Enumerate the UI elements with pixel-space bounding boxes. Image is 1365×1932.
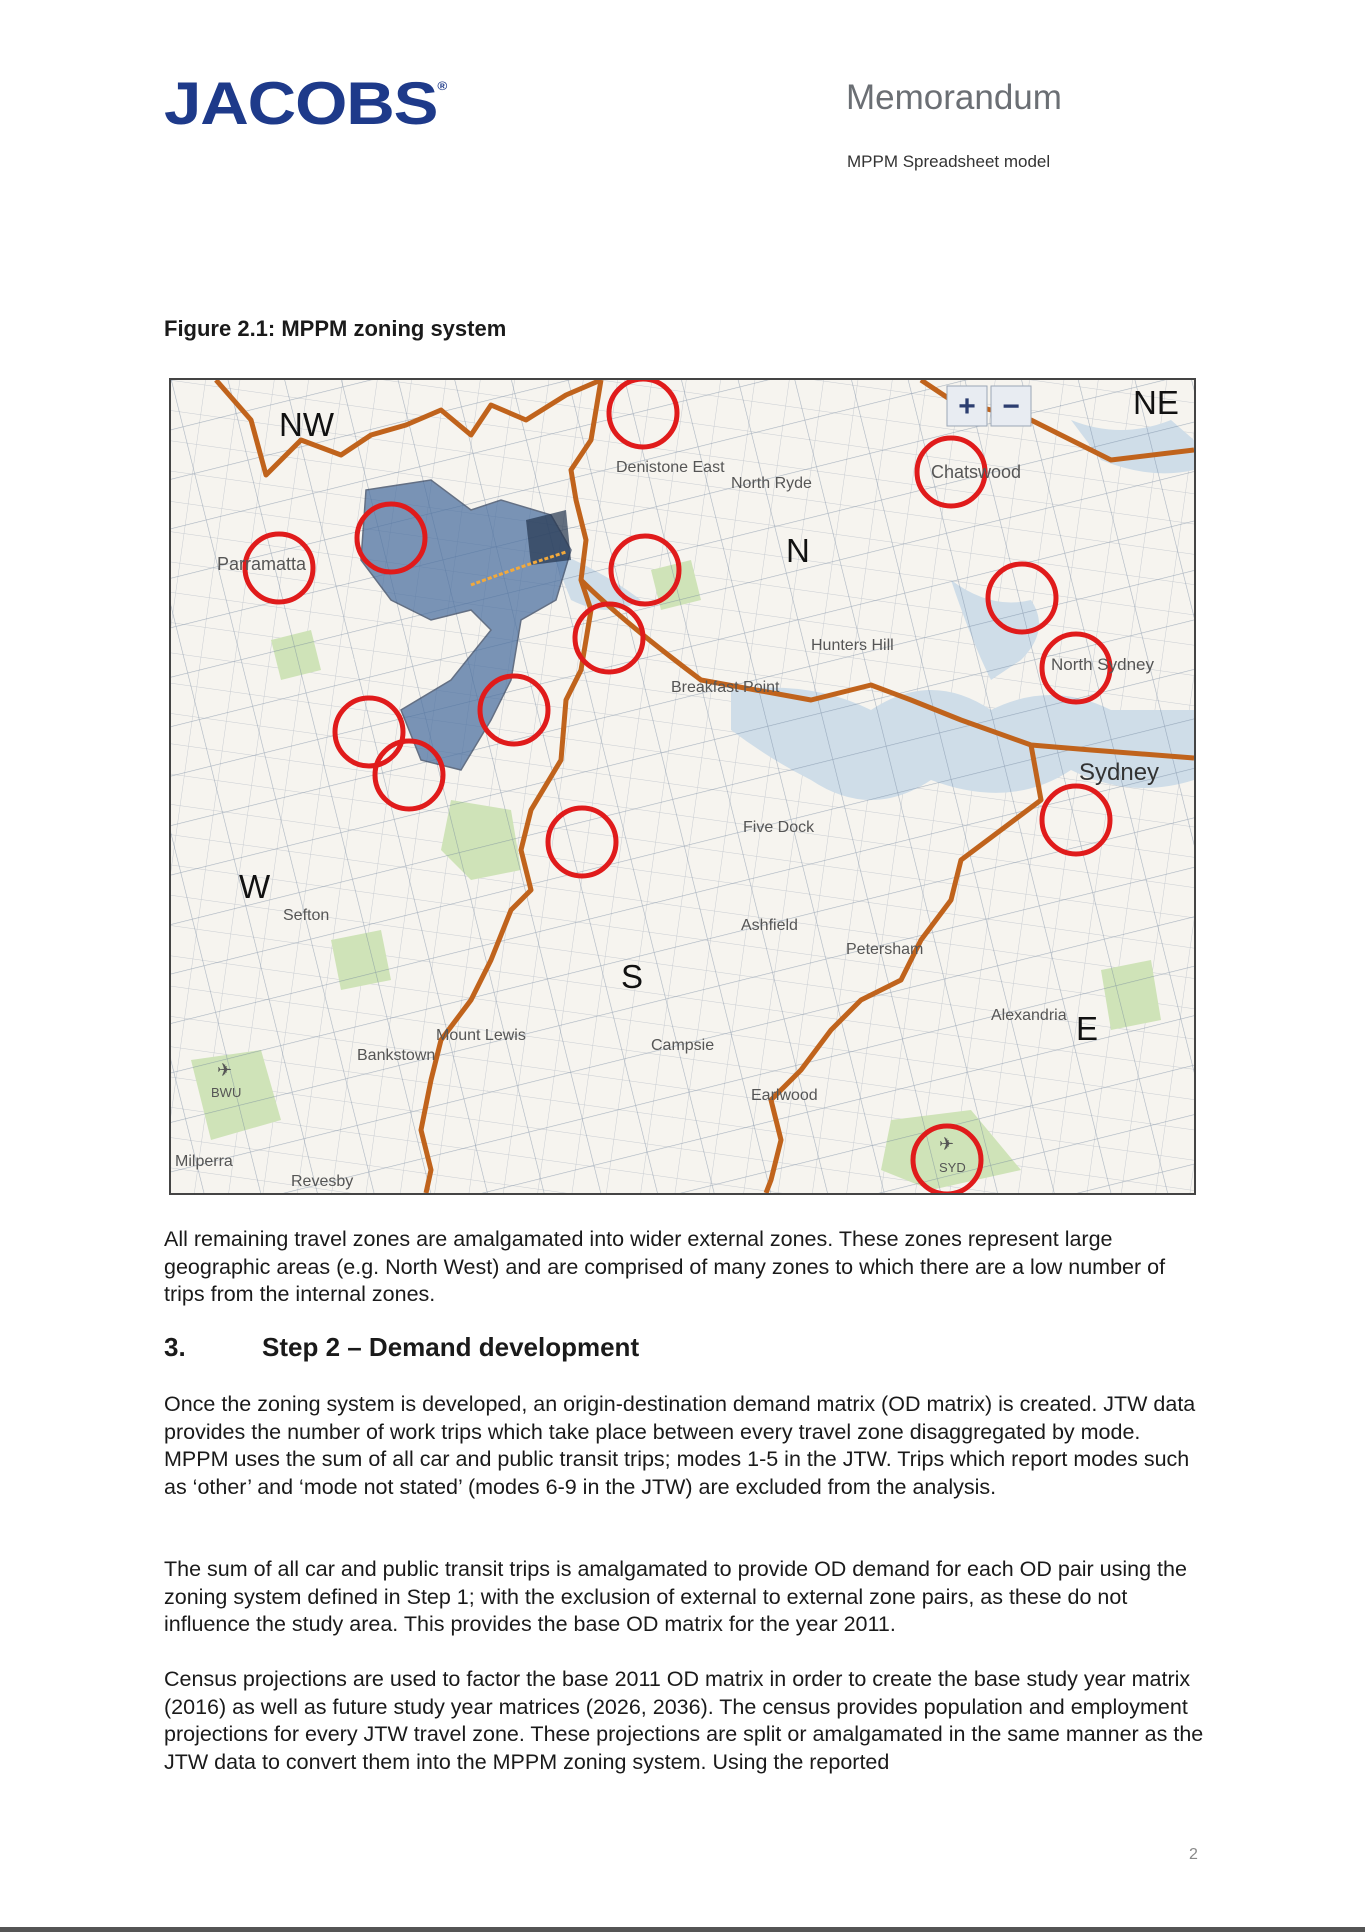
place-campsie: Campsie (651, 1037, 715, 1054)
place-earlwood: Earlwood (751, 1087, 818, 1104)
memo-subtitle: MPPM Spreadsheet model (847, 152, 1051, 171)
place-chatswood: Chatswood (931, 462, 1022, 482)
svg-text:✈: ✈ (217, 1060, 233, 1080)
place-alexandria: Alexandria (991, 1007, 1067, 1024)
section-heading (164, 1332, 639, 1363)
region-label-ne: NE (1133, 384, 1179, 421)
place-revesby: Revesby (291, 1173, 354, 1190)
zoom-out-label: − (1002, 390, 1020, 423)
region-label-n: N (786, 532, 810, 569)
place-north-sydney: North Sydney (1051, 655, 1154, 674)
figure-caption: Figure 2.1: MPPM zoning system (164, 316, 507, 341)
region-label-s: S (621, 958, 644, 995)
place-hunters-hill: Hunters Hill (811, 637, 894, 654)
section-title: Step 2 – Demand development (262, 1332, 640, 1362)
airport-bwu-label: BWU (211, 1085, 242, 1100)
bottom-bar (0, 1927, 1365, 1932)
zoom-in-label: + (958, 390, 976, 423)
paragraph-od-matrix: Once the zoning system is developed, an origin-destination demand matrix (OD matrix) is created. JTW data provides the number of work trips which take place between every travel zone disaggregated by mode. MPPM uses the sum of all car and public transit trips; modes 1-5 in the JTW. Trips which report modes such as ‘other’ and ‘mode not stated’ (modes 6-9 in the JTW) are excluded from the analysis. (164, 1392, 1196, 1499)
place-parramatta: Parramatta (217, 554, 307, 574)
place-petersham: Petersham (846, 941, 924, 958)
place-sefton: Sefton (283, 907, 330, 924)
paragraph-od-demand: The sum of all car and public transit trips is amalgamated to provide OD demand for each OD pair using the zoning system defined in Step 1; with the exclusion of external to external zone pairs, as these do not influence the study area. This provides the base OD matrix for the year 2011. (164, 1557, 1187, 1636)
place-sydney: Sydney (1079, 759, 1160, 786)
section-number: 3. (164, 1332, 186, 1362)
region-label-nw: NW (279, 406, 334, 443)
memo-title: Memorandum (846, 78, 1062, 117)
place-bankstown: Bankstown (357, 1047, 436, 1064)
paragraph-census-projections: Census projections are used to factor the base 2011 OD matrix in order to create the base study year matrix (2016) as well as future study year matrices (2026, 2036). The census provides population and employment projections for every JTW travel zone. These projections are split or amalgamated in the same manner as the JTW data to convert them into the MPPM zoning system. Using the reported (164, 1667, 1204, 1774)
place-mount-lewis: Mount Lewis (436, 1027, 526, 1044)
place-milperra: Milperra (175, 1153, 233, 1170)
svg-text:✈: ✈ (939, 1134, 955, 1154)
airport-syd-label: SYD (939, 1160, 966, 1175)
place-five-dock: Five Dock (743, 819, 815, 836)
place-denistone: Denistone East (616, 459, 725, 476)
region-label-w: W (239, 868, 271, 905)
region-label-e: E (1076, 1010, 1099, 1047)
place-ashfield: Ashfield (741, 917, 798, 934)
page-number: 2 (1189, 1846, 1198, 1863)
zoning-map (169, 378, 1196, 1195)
place-breakfast-point: Breakfast Point (671, 679, 780, 696)
paragraph-external-zones: All remaining travel zones are amalgamated into wider external zones. These zones represent large geographic areas (e.g. North West) and are comprised of many zones to which there are a low number of trips from the internal zones. (164, 1227, 1166, 1306)
place-north-ryde: North Ryde (731, 475, 812, 492)
jacobs-logo: JACOBS® (164, 70, 448, 137)
